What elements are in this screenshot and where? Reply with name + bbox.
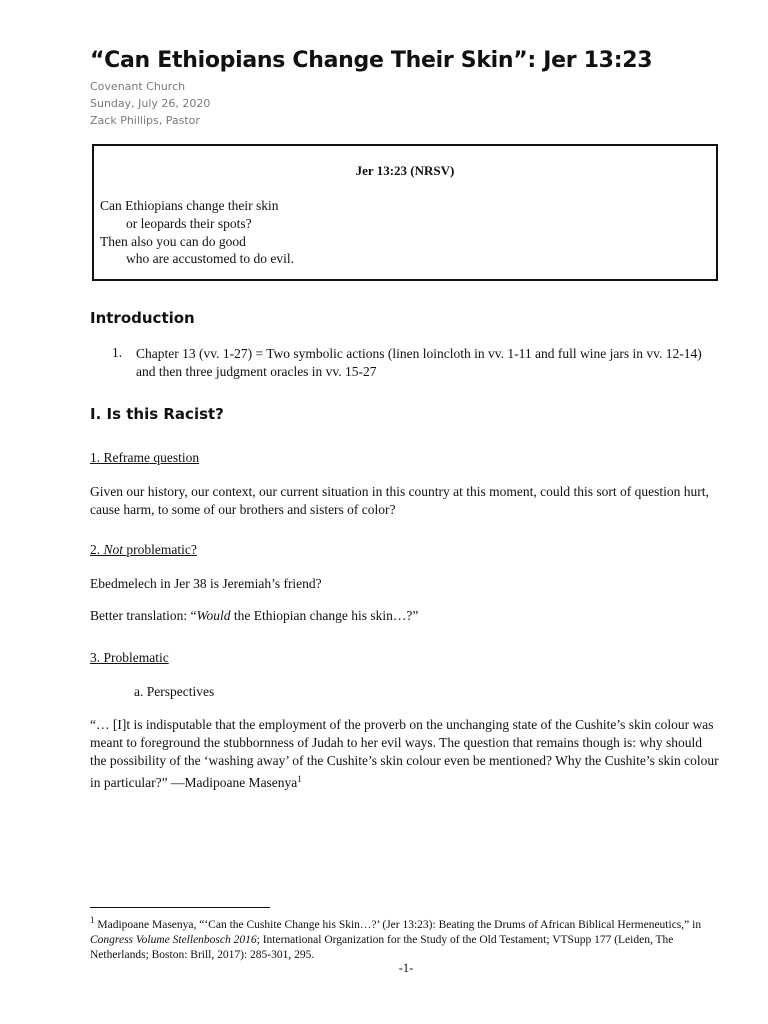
footnote-text-a: Madipoane Masenya, “‘Can the Cushite Change his Skin…?’ (Jer 13:23): Beating the Drums of African Biblical Hermeneutics,” in — [94, 919, 702, 931]
masenya-quote — [90, 716, 720, 792]
verse-heading: Jer 13:23 (NRSV) — [355, 163, 455, 178]
list-item-text: Chapter 13 (vv. 1-27) = Two symbolic actions (linen loincloth in vv. 1-11 and full wine jars in vv. 12-14) and then three judgment oracles in vv. 15-27 — [136, 346, 702, 379]
subheading-not-problematic — [90, 542, 197, 558]
label-italic: Not — [103, 542, 124, 557]
footnote-ref[interactable]: 1 — [297, 774, 302, 784]
ebedmelech-paragraph: Ebedmelech in Jer 38 is Jeremiah’s friend? — [90, 576, 322, 591]
subheading-problematic: 3. Problematic — [90, 650, 169, 665]
footnote-text-b: ; International Organization for the Study of the Old Testament; VTSupp 177 (Leiden, The Netherlands; Boston: Brill, 2017): 285-301, 295. — [90, 934, 674, 961]
translation-prefix: Better translation: “ — [90, 608, 197, 623]
verse-box — [92, 144, 718, 281]
list-item-number: 1. — [112, 345, 123, 360]
introduction-heading: Introduction — [90, 309, 195, 327]
perspectives-label: a. Perspectives — [134, 684, 215, 699]
verse-line: Then also you can do good — [100, 234, 246, 249]
page-number: -1- — [398, 961, 414, 975]
translation-paragraph — [90, 607, 710, 625]
subheading-reframe: 1. Reframe question — [90, 450, 200, 465]
church-name: Covenant Church — [90, 80, 186, 93]
translation-italic: Would — [196, 608, 231, 623]
reframe-paragraph: Given our history, our context, our current situation in this country at this moment, could this sort of question hurt, cause harm, to some of our brothers and sisters of color? — [90, 484, 709, 517]
verse-line: Can Ethiopians change their skin — [100, 198, 279, 213]
footnote — [90, 913, 710, 963]
document-page — [90, 0, 722, 1024]
label-number: 2. — [90, 542, 101, 557]
footnote-divider — [90, 907, 270, 908]
label-suffix: problematic? — [126, 542, 197, 557]
sermon-date: Sunday, July 26, 2020 — [90, 97, 211, 110]
footnote-marker: 1 — [90, 915, 95, 925]
quote-text: “… [I]t is indisputable that the employment of the proverb on the unchanging state of the Cushite’s skin colour was meant to foreground the stubbornness of Judah to her evil ways. The question that remains though is: why should the possibility of the ‘washing away’ of the Cushite’s skin colour even be mentioned? Why the Cushite’s skin colour in particular?” —Madipoane Masenya — [90, 717, 719, 790]
verse-line: who are accustomed to do evil. — [126, 251, 294, 266]
footnote-italic: Congress Volume Stellenbosch 2016 — [90, 934, 257, 946]
verse-line: or leopards their spots? — [126, 216, 252, 231]
page-title: “Can Ethiopians Change Their Skin”: Jer 13:23 — [90, 48, 653, 73]
translation-suffix: the Ethiopian change his skin…?” — [230, 608, 419, 623]
section-heading: I. Is this Racist? — [90, 405, 224, 423]
pastor-name: Zack Phillips, Pastor — [90, 114, 200, 127]
